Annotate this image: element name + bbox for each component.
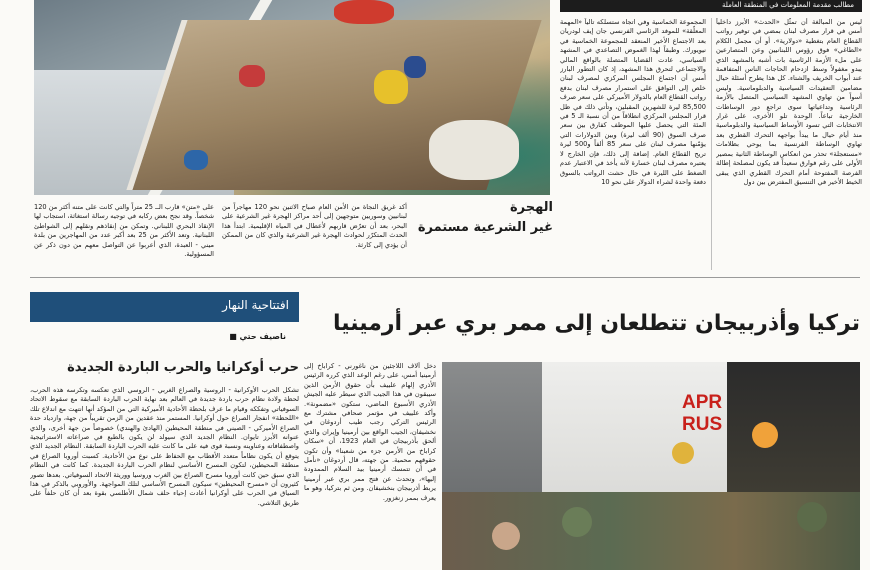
article-column-a: المجموعة الخماسية وفي اتجاه ستسلكه تالياً «المهمة المعلّقة» للموفد الرئاسي الفرنسي جان إيف لودريان بعد الاجتماع الأخير المنعقد للمجموعة الخماسية في نيويورك. وطبقاً لهذا الغموض التصاعدي في المشهد السياسي، عادت القضايا المتصلة بالواقع المالي والاجتماعي لتحرق هذا المشهد، إذ كان التطور البارز أمس أن اجتماع المجلس المركزي لمصرف لبنان خلص إلى التوافق على استمرار مصرف لبنان بدفع رواتب القطاع العام بالدولار الأميركي على سعر صرف 85,500 ليرة للشهرين المقبلين، وتأتي ذلك في ظل قرار المجلس المركزي انطلاقاً من أن نسبة الـ 5 في المئة التي يحصل عليها الموظف كفارق بين سعر صرف السوق (90 ألف ليرة) وبين الدولارات التي يؤمّنها مصرف لبنان على سعر 85 ألفاً و500 ليرة تريح القطاع العام. إضافة إلى ذلك، فإن الخارج لا يعتبره مصرف لبنان خسارة لأنه يأخذ في الاعتبار عدم الضغط على الليرة في حال حشت الرواتب بالسوق دفعة واحدة لشراء الدولار على نحو 10 <box>560 18 706 186</box>
boat-photo <box>34 0 550 195</box>
opinion-body: تشكل الحرب الأوكرانية - الروسية والصراع الغربي - الروسي الذي تعكسه وتكرسه هذه الحرب، لحظة ولادة نظام حرب باردة جديدة في العالم بعد نهاية الحرب الباردة السابقة مع سقوط الاتحاد السوفياتي وتفككه وقيام ما عرف بلحظة الأحادية الأميركية التي من المؤكد أنها انتهت مع اندلاع تلك «اللحظة» انفجار الصراع حول أوكرانيا. المستمر منذ عقدين من الزمن تقريباً من جهة، وازدياد حدة الصراع الأميركي - الصيني في منطقة المحيطين (الهادئ والهندي) خصوصاً من جهة أخرى، والذي عنوانه الأبرز تايوان. النظام الجديد الذي سيولد لن يكون بالطبع في صراعاته الاستراتيجية واصطفافاته وعناوينه ونسبة قوى فيه على ما كانت عليه الحرب الباردة السابقة. النظام الجديد الذي يتوقع أن يكون نظاماً متعدد الأقطاب مع الحفاظ على نوع من الأحادية. كسبت أوروبا الصراع في منطقة المحيطين، لتكون المسرح الأساسي لنظام الحرب الباردة الجديدة. كما كانت في النظام الذي سبق حين كانت أوروبا مسرح الصراع بين الغرب وروسيا ووريثة الاتحاد السوفياتي. بعدها تصور كثيرون أن «مسرح المحيطين» سيكون المسرح الأساسي لتلك المواجهة. والأوروبي بالذكر في هذا السياق في الحرب على أوكرانيا أعادت إحياء حلف شمال الأطلسي بقوة بعد أن كان حلفاً على طريق التلاشي. <box>30 386 299 507</box>
photo-truck <box>542 362 727 512</box>
opinion-banner <box>30 292 299 322</box>
photo-caption-mid: أكد غريق النجاة من الأمن العام صباح الاثنين نحو 120 مهاجراً من لبنانيين وسوريين متوجهين إلى أحد مراكز الهجرة غير الشرعية على البحر، بعد أن تعرّض قاربهم لأعطال في المياه الإقليمية. ابتدأ هذا الحدث المتكرّر لحوادث الهجرة غير الشرعية والذي كان من الممكن أن يؤدي إلى كارثة. <box>222 203 407 249</box>
migration-headline-line2: غير الشرعية مستمرة <box>417 220 553 235</box>
photo-figure-4 <box>184 150 208 170</box>
truck-sign <box>682 392 722 436</box>
opinion-banner-label: افتتاحية النهار <box>222 298 289 312</box>
opinion-author: ناصيف حتي ■ <box>229 332 286 341</box>
section-rule <box>30 277 860 278</box>
migration-headline <box>415 198 553 238</box>
top-section <box>0 0 870 272</box>
top-strip-text: مطالب مقدمة المعلومات في المنطقة العاملة <box>722 1 854 9</box>
photo-person-4 <box>492 522 520 550</box>
article-column-b: ليس من المبالغة أن تمثّل «الحدث» الأبرز داخلياً أمس في قرار مصرف لبنان بمضي في توفير رواتب القطاع العام بتغطية «دولارية». أو أن مجمل الكلام «الطاغي» فوق رؤوس اللبنانيين وعن المتصارعين على ملء الأزمة الرئاسية بات أشبه بالمشهد الذي يبدو مغفولاً وسط ازدحام الحاجات الناس المتفاقمة عند أبواب الخريف والشتاء. كل هذا يطرح أسئلة حيال مضامين التعقيدات السياسية والدبلوماسية. وليس أسواً من تهاوي المشهد السياسي المتصل بالأزمة الرئاسية وتداعياتها سوى تراجع دور الوساطات الخارجية تباعاً. الوحدة تلو الأخرى، على غرار الانتخابات التي تسود الأوساط السياسية والدبلوماسية منذ أيام حيال ما يبدأ بواجهه التحرك القطري بعد تهاوي الوساطة الفرنسية بما يوحي بظلامات «مستعجلة» تحذر من انعكاس الوساطة الثانية بمصير الأولى على رغم فوارق سعيداً قد يكون لمصلحة إطالة الفرصة المفتوحة أمام التحرك القطري الذي يبقى الخيط الأخير في التنسيق المفترض بين دول <box>716 18 862 186</box>
truck-sign-line1: APR <box>682 392 723 413</box>
top-strip <box>560 0 862 12</box>
photo-figure-5 <box>239 65 265 87</box>
column-divider <box>711 18 712 270</box>
main-article-body: دخل آلاف اللاجئين من ناغورني - كراباخ إلى أرمينيا أمس، على رغم الوعد الذي كرره الرئيس الأذري إلهام علييف بأن حقوق الأرمن الذين سيبقون في هذا الجيب الذي سيطر عليه الجيش الأذري الأسبوع الماضي، ستكون «مضمونة». وأكد علييف في مؤتمر صحافي مشترك مع الرئيس التركي رجب طيب أردوغان في نخشيفان، الجيب الواقع بين أرمينيا وإيران والذي ألحق بأذربيجان في العام 1923، أن «سكان كراباخ من الأرمن جزء من شعبنا» وأن تكون حقوقهم محمية. من جهته، قال أردوغان «نأمل في أن تتمسك أرمينيا بيد السلام الممدودة إليها»، وتحدث عن فتح ممر بري عبر أرمينيا يربط أذربيجان بنخشيفان. ومن ثم بتركيا، وهو ما يعرف بممر زنغزور. <box>304 362 436 502</box>
migration-headline-line1: الهجرة <box>509 200 553 215</box>
photo-person-5 <box>797 502 827 532</box>
photo-figure-6 <box>429 120 519 180</box>
photo-person-3 <box>562 507 592 537</box>
photo-figure-1 <box>334 0 394 24</box>
photo-figure-2 <box>374 70 408 104</box>
photo-person-1 <box>752 422 778 448</box>
truck-sign-line2: RUS <box>682 414 723 435</box>
photo-caption-left: على «متن» قارب الــ 25 متراً والتي كانت على متنه أكثر من 120 شخصاً. وقد نجح بعض ركابه في توجيه رسالة استغاثة، استجاب لها الإنقاذ البحري اللبناني. وتمكن من إنقاذهم ونقلهم إلى الشواطئ اللبنانية. وتعد الأكثر من 25 بعد أكبر عدد من المهاجرين من بلدة ميني - العبدة، الذي أعربوا عن التواصل معهم من دون ذكر عن المسؤولية. <box>34 203 214 259</box>
photo-person-2 <box>672 442 694 464</box>
photo-figure-3 <box>404 56 426 78</box>
refugees-photo <box>442 362 860 570</box>
main-headline: تركيا وأذربيجان تتطلعان إلى ممر بري عبر أرمينيا <box>333 311 860 336</box>
opinion-headline: حرب أوكرانيا والحرب الباردة الجديدة <box>67 360 299 375</box>
